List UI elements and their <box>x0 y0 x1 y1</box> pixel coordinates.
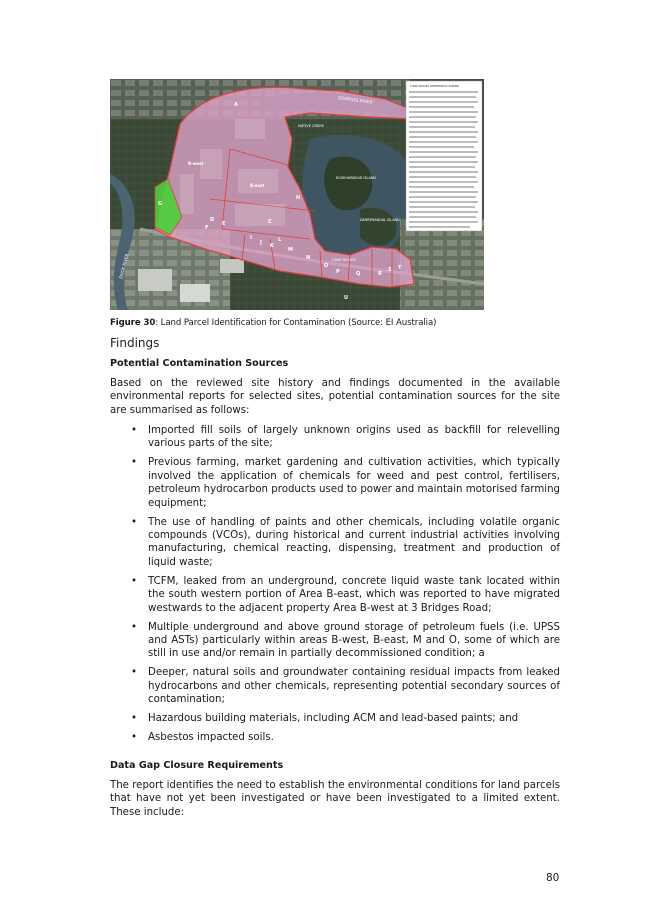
list-item: • Deeper, natural soils and groundwater containing residual impacts from leaked hydrocarbons and other chemicals, representing potential secondary sources of contamination; <box>110 666 560 706</box>
list-item: • Imported fill soils of largely unknown origins used as backfill for relevelling various parts of the site; <box>110 424 560 451</box>
list-item: • Multiple underground and above ground storage of petroleum fuels (i.e. UPSS and ASTs) particularly within areas B-west, B-east, M and O, some of which are still in use and/or remain in partially decommissioned condition; a <box>110 621 560 661</box>
parcel-label-m: M <box>288 247 293 253</box>
parcel-label-s: S <box>388 267 392 273</box>
parcel-label-p: P <box>336 269 340 275</box>
figure-caption-label: Figure 30 <box>110 318 156 328</box>
page-number: 80 <box>546 872 560 884</box>
parcel-label-i: I <box>250 235 252 241</box>
contamination-sources-list <box>110 424 560 750</box>
contamination-sources-intro: Based on the reviewed site history and findings documented in the available environmental reports for selected sites, potential contamination sources for the site are summarised as follows: <box>110 378 560 416</box>
island-label-1: ROSEHARBOUR ISLAND <box>336 176 376 180</box>
land-parcel-map-figure <box>110 79 484 310</box>
aerial-map <box>110 79 484 310</box>
parcel-label-n: N <box>306 255 311 261</box>
list-item: • Hazardous building materials, including ACM and lead-based paints; and <box>110 712 560 725</box>
parcel-label-beast: B-east <box>250 183 265 188</box>
river-label-left: DUCK RIVER <box>118 252 130 280</box>
parcel-label-a: A <box>234 102 238 108</box>
parcel-label-t: T <box>398 265 402 271</box>
lake-label: LAKE MOORE <box>332 258 356 262</box>
parcel-label-bwest: B-west <box>188 161 204 166</box>
figure-caption-text: : Land Parcel Identification for Contamination (Source: EI Australia) <box>155 318 437 328</box>
parcel-label-o: O <box>324 263 329 269</box>
list-item: • Previous farming, market gardening and cultivation activities, which typically involved the application of chemicals for weed and pest control, fertilisers, petroleum hydrocarbon products used to power and maintain motorised farming equipment; <box>110 456 560 510</box>
parcel-label-k: K <box>270 243 274 249</box>
parcel-label-e: E <box>222 221 226 227</box>
findings-heading: Findings <box>110 336 160 350</box>
list-item: • The use of handling of paints and other chemicals, including volatile organic compounds (VCOs), during historical and current industrial activities involving manufacturing, chemical reacting, dispensing, treatment and production of liquid waste; <box>110 516 560 570</box>
parcel-label-q: Q <box>356 271 361 277</box>
list-item: • Asbestos impacted soils. <box>110 731 560 744</box>
parcel-label-d: D <box>210 217 215 223</box>
list-item: • TCFM, leaked from an underground, concrete liquid waste tank located within the south western portion of Area B-east, which was reported to have migrated westwards to the adjacent property Area B-west at 3 Bridges Road; <box>110 575 560 615</box>
parcel-label-u: U <box>344 295 349 301</box>
water-label: NATIVE CREEK <box>298 124 324 128</box>
parcel-label-g: G <box>158 201 163 207</box>
figure-caption <box>110 318 436 328</box>
island-label-2: DARRYMANGAL ISLAND <box>360 218 400 222</box>
parcel-label-c: C <box>268 219 272 225</box>
contamination-sources-heading: Potential Contamination Sources <box>110 358 289 369</box>
data-gap-intro: The report identifies the need to establish the environmental conditions for land parcels that have not yet been investigated or have been investigated to a limited extent. These include: <box>110 780 560 818</box>
river-label-top: GEORGES RIVER <box>337 95 373 105</box>
parcel-label-l: L <box>278 237 282 243</box>
parcel-label-h: H <box>296 195 301 201</box>
map-legend <box>406 81 482 231</box>
parcel-label-j: J <box>260 240 262 246</box>
data-gap-heading: Data Gap Closure Requirements <box>110 760 284 771</box>
parcel-label-f: F <box>205 225 209 231</box>
legend-title: LAND PARCEL REFERENCE LEGEND <box>410 84 460 88</box>
parcel-label-r: R <box>378 271 382 277</box>
